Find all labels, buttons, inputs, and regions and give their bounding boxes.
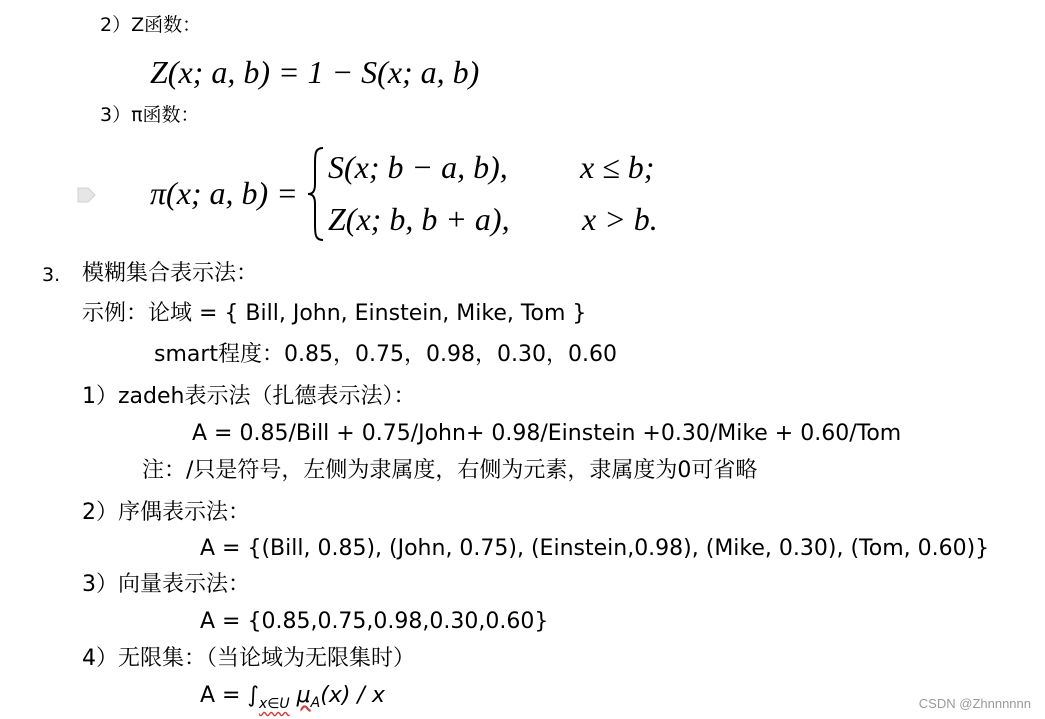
bookmark-marker-icon (76, 186, 98, 204)
example-line: 示例：论域 = { Bill, John, Einstein, Mike, Tom } (82, 301, 587, 326)
pi-case1-expression: S(x; b − a, b), (328, 149, 508, 185)
z-function-heading: 2）Z函数： (100, 14, 202, 36)
infinite-formula-subscript: x∈U (258, 696, 290, 712)
pi-function-heading: 3）π函数： (100, 104, 200, 126)
ordered-pair-heading: 2）序偶表示法： (82, 500, 250, 525)
zadeh-note: 注：/只是符号，左侧为隶属度，右侧为元素，隶属度为0可省略 (142, 458, 758, 483)
csdn-watermark: CSDN @Zhnnnnnn (918, 696, 1031, 711)
infinite-heading: 4）无限集：（当论域为无限集时） (82, 646, 415, 671)
zadeh-heading: 1）zadeh表示法（扎德表示法）： (82, 384, 416, 409)
vector-heading: 3）向量表示法： (82, 572, 250, 597)
infinite-formula-mu-subscript: A (310, 695, 321, 711)
pi-case2-expression: Z(x; b, b + a), (328, 201, 510, 237)
infinite-formula (200, 683, 385, 712)
ordered-pair-formula: A = {(Bill, 0.85), (John, 0.75), (Einstein,0.98), (Mike, 0.30), (Tom, 0.60)} (200, 536, 990, 561)
pi-case2-condition: x > b. (582, 201, 658, 237)
pi-function-lhs: π(x; a, b) = (150, 175, 298, 211)
vector-formula: A = {0.85,0.75,0.98,0.30,0.60} (200, 609, 549, 634)
zadeh-formula: A = 0.85/Bill + 0.75/John+ 0.98/Einstein +0.30/Mike + 0.60/Tom (192, 421, 902, 446)
left-brace-icon (306, 146, 326, 242)
section-number: 3. (42, 264, 61, 286)
infinite-formula-suffix: (x) / x (320, 683, 385, 708)
section-title: 模糊集合表示法： (82, 261, 259, 286)
pi-case1-condition: x ≤ b; (580, 149, 655, 185)
infinite-formula-mu: μ (296, 683, 311, 708)
z-function-formula: Z(x; a, b) = 1 − S(x; a, b) (150, 54, 480, 90)
smart-line: smart程度：0.85，0.75，0.98，0.30，0.60 (154, 342, 617, 367)
infinite-formula-prefix: A = ∫ (200, 683, 259, 708)
